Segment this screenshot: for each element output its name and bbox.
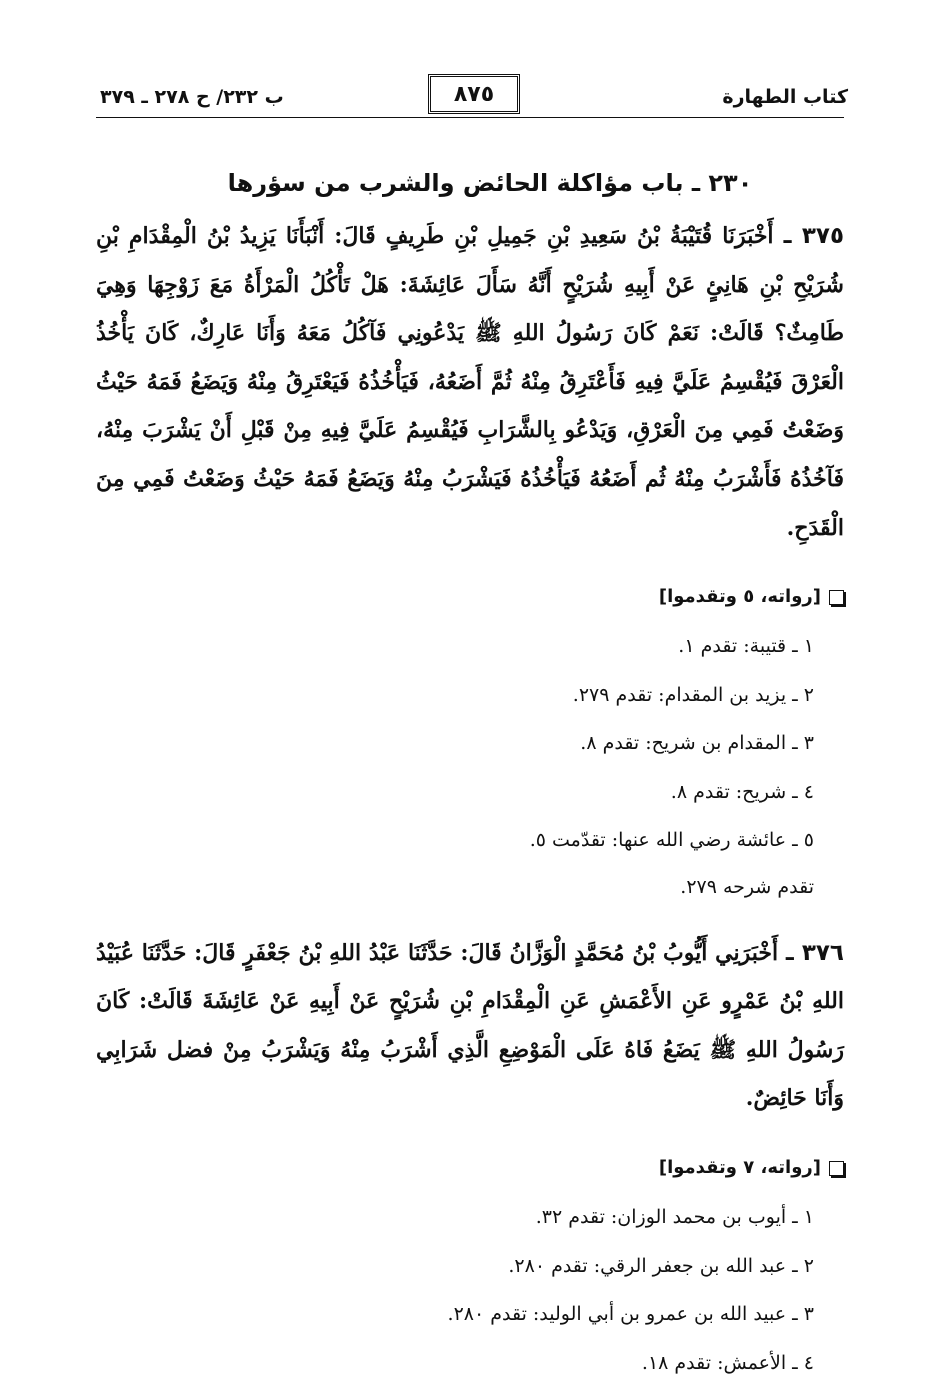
narrator-item: ١ ـ أيوب بن محمد الوزان: تقدم ٣٢. bbox=[535, 1206, 814, 1229]
narrator-item: ٤ ـ شريح: تقدم ٨. bbox=[670, 780, 814, 803]
page-number-box bbox=[428, 74, 520, 114]
page-number: ٨٧٥ bbox=[453, 81, 495, 107]
hadith-text: أَخْبَرَنِي أَيُّوبُ بْنُ مُحَمَّدٍ الْوَزَّانُ قَالَ: حَدَّثَنَا عَبْدُ اللهِ بْنُ جَعْفَرٍ قَالَ: حَدَّثَنَا عُبَيْدُ اللهِ بْنُ عَمْرٍو عَنِ الأَعْمَشِ عَنِ الْمِقْدَامِ بْنِ شُرَيْحٍ عَنْ أَبِيهِ عَنْ عَائِشَةَ قَالَتْ: كَانَ رَسُولُ اللهِ ﷺ يَضَعُ فَاهُ عَلَى الْمَوْضِعِ الَّذِي أَشْرَبُ مِنْهُ وَيَشْرَبُ مِنْ فضل شَرَابِي وَأَنَا حَائِضٌ. bbox=[96, 939, 844, 1112]
narrator-item: ٣ ـ عبيد الله بن عمرو بن أبي الوليد: تقدم ٢٨٠. bbox=[447, 1303, 814, 1326]
running-header-book-title: كتاب الطهارة bbox=[722, 86, 848, 108]
narrators-heading-label: [رواته، ٥ وتقدموا] bbox=[658, 586, 821, 608]
commentary-note: تقدم شرحه ٢٧٩. bbox=[680, 875, 814, 898]
hadith-text: أَخْبَرَنَا قُتَيْبَةُ بْنُ سَعِيدِ بْنِ جَمِيلِ بْنِ طَرِيفٍ قَالَ: أَنْبَأَنَا يَزِيدُ بْنُ الْمِقْدَامِ بْنِ شُرَيْحِ بْنِ هَانِئٍ عَنْ أَبِيهِ شُرَيْحٍ أَنَّهُ سَأَلَ عَائِشَةَ: هَلْ تَأْكُلُ الْمَرْأَةُ مَعَ زَوْجِهَا وَهِيَ طَامِثٌ؟ قَالَتْ: نَعَمْ كَانَ رَسُولُ اللهِ ﷺ يَدْعُونِي فَآكُلُ مَعَهُ وَأَنَا عَارِكٌ، كَانَ يَأْخُذُ الْعَرْقَ فَيُقْسِمُ عَلَيَّ فِيهِ فَأَعْتَرِقُ مِنْهُ ثُمَّ أَضَعُهُ، فَيَأْخُذُهُ فَيَعْتَرِقُ مِنْهُ وَيَضَعُ فَمَهُ حَيْثُ وَضَعْتُ فَمِي مِنَ الْعَرْقِ، وَيَدْعُو بِالشَّرَابِ فَيُقْسِمُ عَلَيَّ فِيهِ مِنْ قَبْلِ أَنْ يَشْرَبَ مِنْهُ، فَآخُذُهُ فَأَشْرَبُ مِنْهُ ثُم أَضَعُهُ فَيَأْخُذُهُ فَيَشْرَبُ مِنْهُ وَيَضَعُ فَمَهُ حَيْثُ وَضَعْتُ فَمِي مِنَ الْقَدَحِ. bbox=[96, 223, 845, 541]
running-header-reference: ب ٢٣٢/ ح ٢٧٨ ـ ٣٧٩ bbox=[100, 86, 284, 108]
header-rule bbox=[96, 117, 844, 118]
narrators-list bbox=[96, 622, 844, 865]
hadith-number: ٣٧٦ ـ bbox=[785, 939, 844, 966]
narrators-heading-label: [رواته، ٧ وتقدموا] bbox=[658, 1157, 821, 1179]
chapter-title: ٢٣٠ ـ باب مؤاكلة الحائض والشرب من سؤرها bbox=[227, 169, 753, 197]
narrator-item: ١ ـ قتيبة: تقدم ١. bbox=[678, 635, 814, 658]
hadith-376 bbox=[96, 929, 844, 1123]
hadith-number: ٣٧٥ ـ bbox=[783, 223, 844, 249]
checkbox-icon bbox=[829, 590, 844, 605]
narrators-heading bbox=[96, 582, 844, 612]
narrator-item: ٢ ـ عبد الله بن جعفر الرقي: تقدم ٢٨٠. bbox=[508, 1254, 814, 1277]
narrators-list bbox=[96, 1193, 844, 1387]
narrators-heading bbox=[96, 1153, 844, 1183]
checkbox-icon bbox=[829, 1161, 844, 1176]
narrator-item: ٣ ـ المقدام بن شريح: تقدم ٨. bbox=[580, 732, 814, 755]
narrator-item: ٥ ـ عائشة رضي الله عنها: تقدّمت ٥. bbox=[529, 829, 814, 852]
narrator-item: ٢ ـ يزيد بن المقدام: تقدم ٢٧٩. bbox=[572, 683, 814, 706]
hadith-375 bbox=[96, 212, 844, 552]
page-body bbox=[96, 160, 844, 1387]
narrator-item: ٤ ـ الأعمش: تقدم ١٨. bbox=[641, 1351, 814, 1374]
